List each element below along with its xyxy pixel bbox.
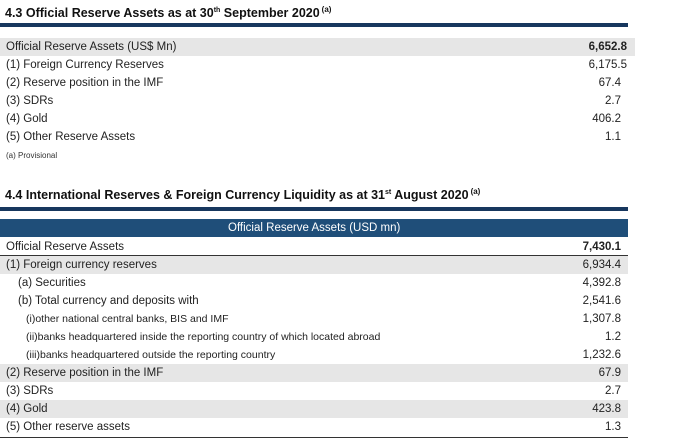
table-row: (4) Gold 406.2 <box>6 113 621 125</box>
section-4-3-rule <box>0 23 628 27</box>
table-bottom-rule <box>0 437 628 438</box>
table-row: (ii)banks headquartered inside the reporting country of which located abroad 1.2 <box>26 331 621 343</box>
table-row: (iii)banks headquartered outside the reporting country 1,232.6 <box>26 349 621 361</box>
table-row: Official Reserve Assets 7,430.1 <box>6 241 621 253</box>
table-row: (5) Other Reserve Assets 1.1 <box>6 131 621 143</box>
table-row: (1) Foreign currency reserves 6,934.4 <box>0 256 628 274</box>
table-row: (a) Securities 4,392.8 <box>18 277 621 289</box>
table-row: Official Reserve Assets (US$ Mn) 6,652.8 <box>0 38 635 56</box>
table-row: (b) Total currency and deposits with 2,541.6 <box>18 295 621 307</box>
table-row: (3) SDRs 2.7 <box>6 385 621 397</box>
table-row: (3) SDRs 2.7 <box>6 95 621 107</box>
section-4-3-title: 4.3 Official Reserve Assets as at 30th September 2020 $^{(a)}$ <box>5 4 332 20</box>
section-4-4-title: 4.4 International Reserves & Foreign Currency Liquidity as at 31st August 2020 $^{(a)}$ <box>5 186 481 202</box>
table-row: (2) Reserve position in the IMF 67.9 <box>0 364 628 382</box>
table-row: (1) Foreign Currency Reserves 6,175.5 <box>6 59 627 71</box>
section-4-4-rule <box>0 207 628 211</box>
table-row: (4) Gold 423.8 <box>0 400 628 418</box>
table-row: (5) Other reserve assets 1.3 <box>6 421 621 433</box>
table-header: Official Reserve Assets (USD mn) <box>0 219 628 237</box>
footnote: (a) Provisional <box>6 151 58 160</box>
table-row: (i)other national central banks, BIS and IMF 1,307.8 <box>26 313 621 325</box>
table-row: (2) Reserve position in the IMF 67.4 <box>6 77 621 89</box>
